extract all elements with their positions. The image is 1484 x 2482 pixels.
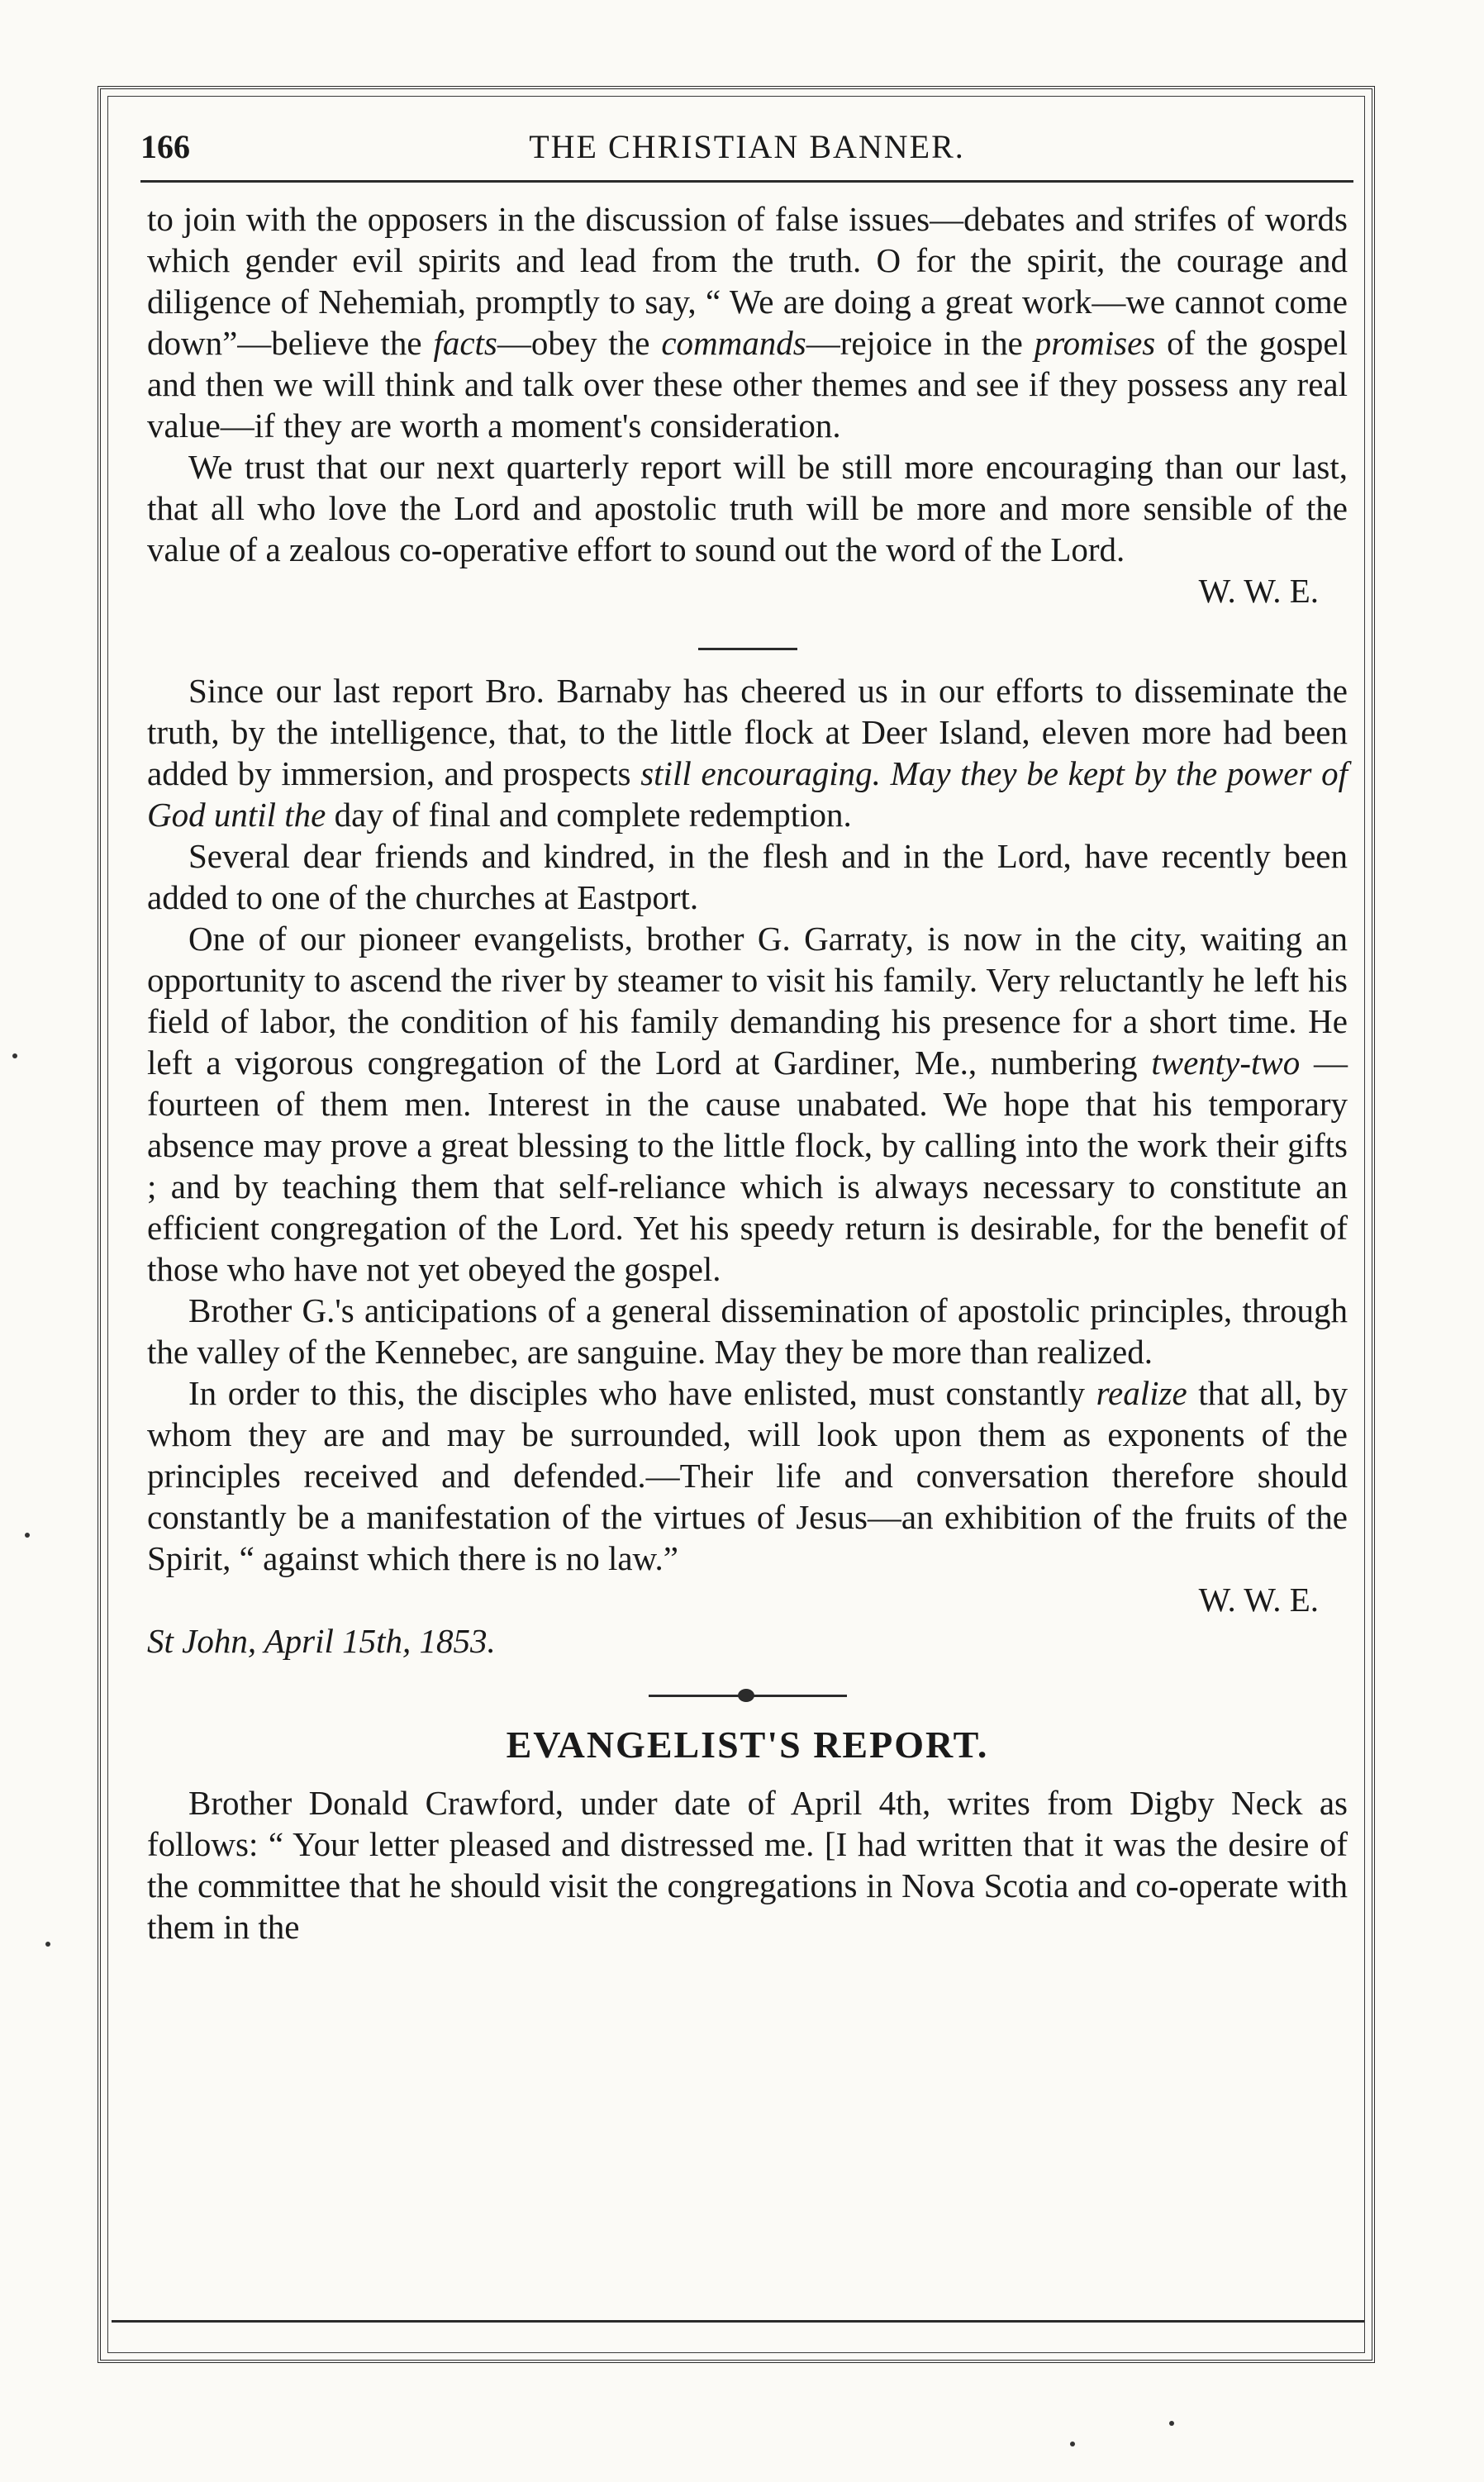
section-title: EVANGELIST'S REPORT.	[506, 1724, 989, 1766]
print-speck	[1169, 2421, 1174, 2426]
article-quarterly-report	[147, 198, 1348, 611]
print-speck	[1070, 2442, 1075, 2446]
paragraph: One of our pioneer evangelists, brother G. Garraty, is now in the city, waiting an opportunity to ascend the river by steamer to visit his family. Very reluctantly he left his field of labor, the condition of his family demanding his presence for a short time. He left a vigorous congregation of the Lord at Gardiner, Me., numbering twenty-two —fourteen of them men. Interest in the cause unabated. We hope that his temporary absence may prove a great blessing to the little flock, by calling into the work their gifts ; and by teaching them that self-reliance which is always necessary to constitute an efficient congregation of the Lord. Yet his speedy return is desirable, for the benefit of those who have not yet obeyed the gospel.	[147, 920, 1348, 1288]
running-title: THE CHRISTIAN BANNER.	[529, 128, 965, 165]
paragraph: In order to this, the disciples who have enlisted, must constantly realize that all, by whom they are and may be surrounded, will look upon them as exponents of the principles received and defended.—Their life and conversation therefore should constantly be a manifestation of the virtues of Jesus—an exhibition of the fruits of the Spirit, “ against which there is no law.”	[147, 1374, 1348, 1577]
print-speck	[12, 1053, 17, 1058]
bottom-rule	[112, 2320, 1364, 2323]
section-divider	[698, 648, 797, 650]
page-header	[140, 122, 1353, 183]
signature: W. W. E.	[1198, 1581, 1319, 1619]
paragraph: Brother G.'s anticipations of a general dissemination of apostolic principles, through the valley of the Kennebec, are sanguine. May they be more than realized.	[147, 1291, 1348, 1371]
article-evangelists-report	[147, 1724, 1348, 1947]
page-number: 166	[140, 128, 190, 165]
ornament-divider	[649, 1693, 847, 1698]
paragraph: Brother Donald Crawford, under date of April 4th, writes from Digby Neck as follows: “ Your letter pleased and distressed me. [I had written that it was the desire of the committee that he should visit the congregations in Nova Scotia and co-operate with them in the	[147, 1784, 1348, 1946]
print-speck	[45, 1942, 50, 1947]
paragraph: We trust that our next quarterly report will be still more encouraging than our last, that all who love the Lord and apostolic truth will be more and more sensible of the value of a zealous co-operative effort to sound out the word of the Lord.	[147, 448, 1348, 568]
paragraph: Several dear friends and kindred, in the flesh and in the Lord, have recently been added to one of the churches at Eastport.	[147, 837, 1348, 916]
dateline: St John, April 15th, 1853.	[147, 1622, 496, 1660]
paragraph: to join with the opposers in the discussion of false issues—debates and strifes of words which gender evil spirits and lead from the truth. O for the spirit, the courage and diligence of Nehemiah, promptly to say, “ We are doing a great work—we cannot come down”—believe the facts—obey the commands—rejoice in the promises of the gospel and then we will think and talk over these other themes and see if they possess any real value—if they are worth a moment's consideration.	[147, 200, 1348, 445]
article-report	[147, 670, 1348, 1662]
signature: W. W. E.	[1198, 572, 1319, 610]
page-content	[147, 198, 1348, 1947]
print-speck	[25, 1533, 30, 1538]
paragraph: Since our last report Bro. Barnaby has cheered us in our efforts to disseminate the truth, by the intelligence, that, to the little flock at Deer Island, eleven more had been added by immersion, and prospects still encouraging. May they be kept by the power of God until the day of final and complete redemption.	[147, 672, 1348, 834]
